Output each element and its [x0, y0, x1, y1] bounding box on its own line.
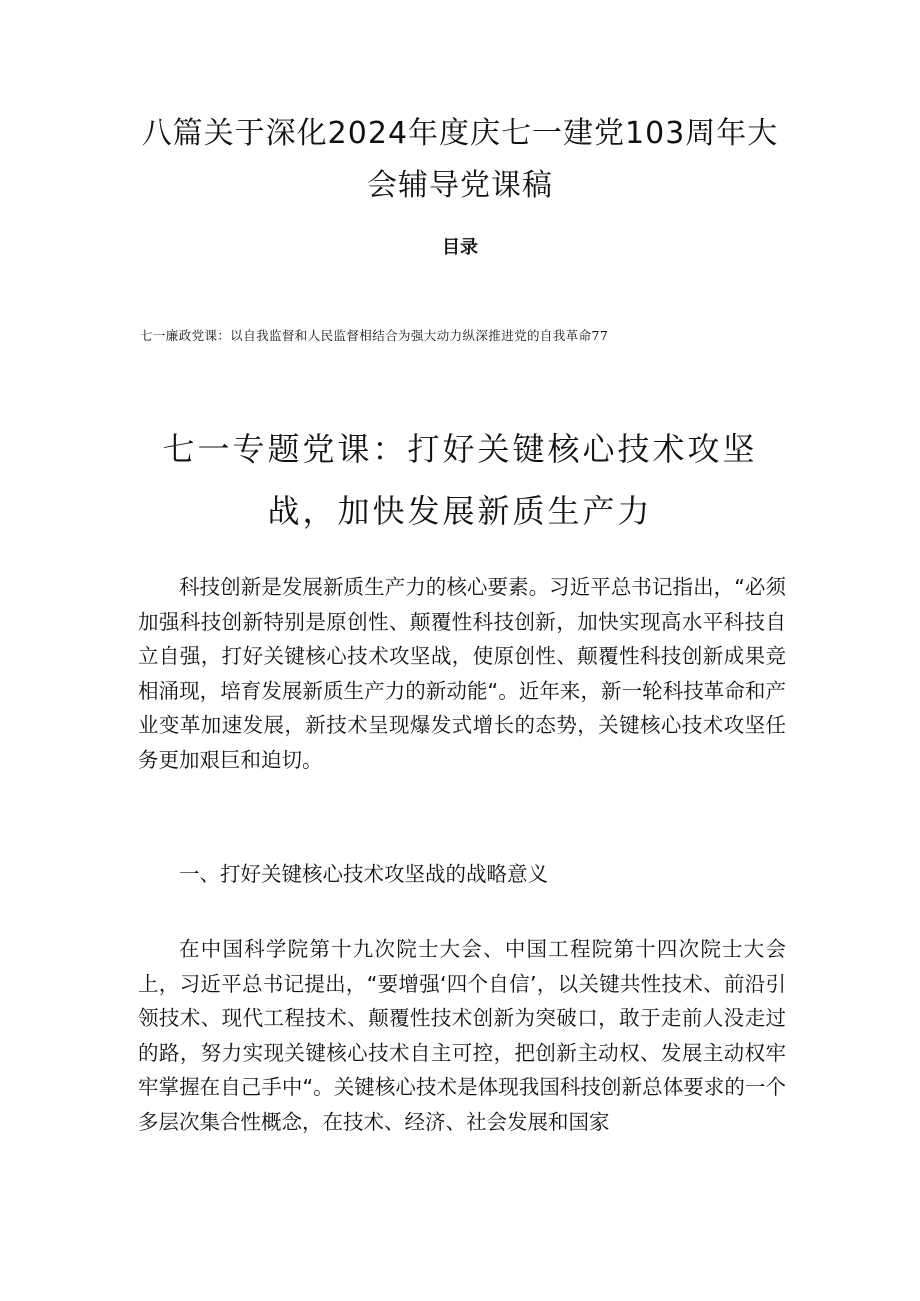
body-paragraph-significance: 在中国科学院第十九次院士大会、中国工程院第十四次院士大会上，习近平总书记提出，“要增强‘四个自信’，以关键共性技术、前沿引领技术、现代工程技术、颠覆性技术创新为突破口，敢于走前人没走过的路，努力实现关键核心技术自主可控，把创新主动权、发展主动权牢牢掌握在自己手中“。关键核心技术是体现我国科技创新总体要求的一个多层次集合性概念，在技术、经济、社会发展和国家 — [138, 937, 786, 1134]
sub-heading: 一、打好关键核心技术攻坚战的战略意义 — [179, 862, 548, 886]
toc-entry[interactable]: 七一廉政党课：以自我监督和人民监督相结合为强大动力纵深推进党的自我革命77 — [140, 328, 609, 343]
section-title: 七一专题党课：打好关键核心技术攻坚战，加快发展新质生产力 — [162, 430, 758, 530]
toc-heading: 目录 — [442, 237, 478, 258]
body-paragraph-intro: 科技创新是发展新质生产力的核心要素。习近平总书记指出，“必须加强科技创新特别是原创性、颠覆性科技创新，加快实现高水平科技自立自强，打好关键核心技术攻坚战，使原创性、颠覆性科技创新成果竞相涌现，培育发展新质生产力的新动能“。近年来，新一轮科技革命和产业变革加速发展，新技术呈现爆发式增长的态势，关键核心技术攻坚任务更加艰巨和迫切。 — [138, 575, 786, 772]
document-title: 八篇关于深化2024年度庆七一建党103周年大会辅导党课稿 — [141, 116, 779, 203]
